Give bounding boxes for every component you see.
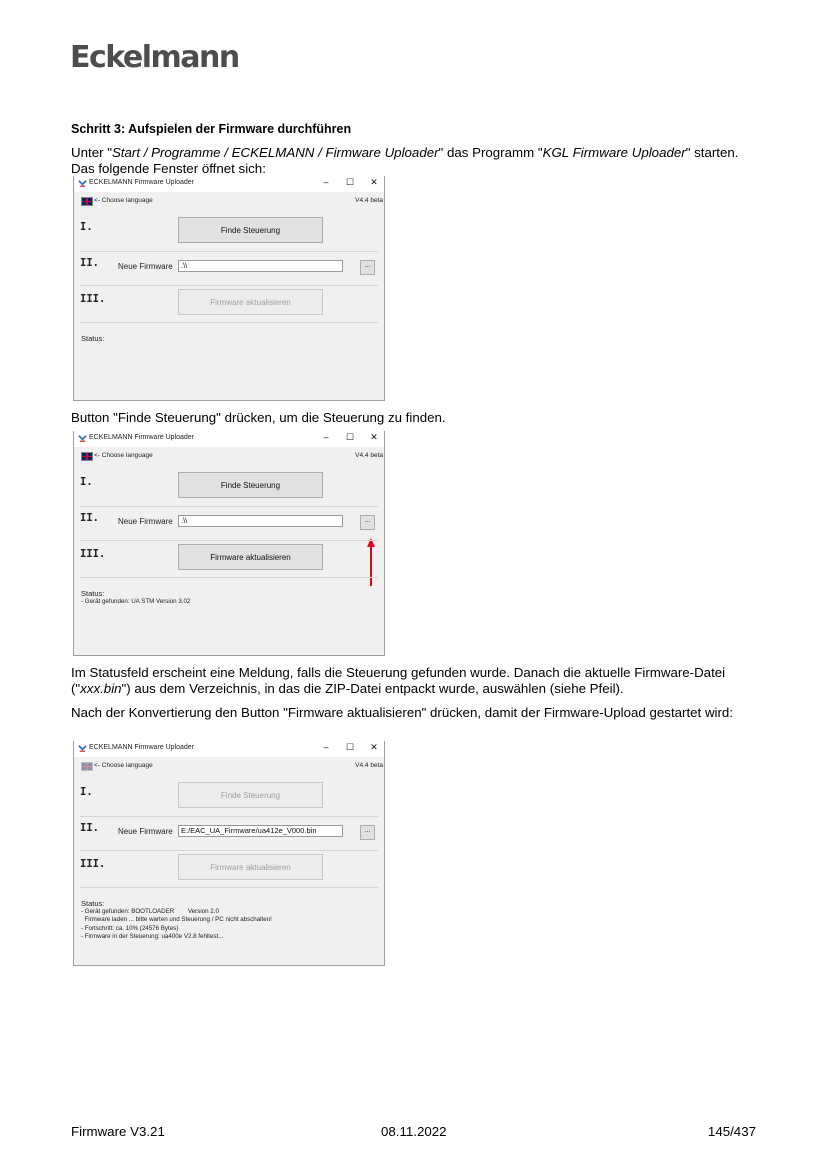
minimize-button[interactable]: –: [323, 432, 329, 442]
app-icon: [78, 744, 87, 753]
title-bar: [74, 431, 384, 447]
footer-firmware-version: Firmware V3.21: [71, 1124, 165, 1139]
close-button[interactable]: ✕: [370, 742, 378, 752]
maximize-button[interactable]: ☐: [345, 742, 355, 752]
maximize-button[interactable]: ☐: [345, 177, 355, 187]
window-title: ECKELMANN Firmware Uploader: [89, 744, 195, 751]
find-controller-button[interactable]: Finde Steuerung: [178, 472, 323, 498]
status-label: Status:: [81, 589, 105, 598]
choose-language-label: <- Choose language: [94, 452, 153, 459]
browse-button[interactable]: ...: [360, 515, 375, 530]
new-firmware-label: Neue Firmware: [118, 262, 173, 271]
firmware-path-input[interactable]: E:/EAC_UA_Firmware/ua412e_V000.bin: [178, 825, 343, 837]
close-button[interactable]: ✕: [370, 432, 378, 442]
update-firmware-button[interactable]: Firmware aktualisieren: [178, 854, 323, 880]
separator: [80, 577, 378, 578]
window-title: ECKELMANN Firmware Uploader: [89, 179, 195, 186]
uploader-window-2: [73, 431, 385, 656]
uploader-window-1: [73, 176, 385, 401]
red-arrow-indicator: [366, 538, 376, 588]
step-1-label: I.: [80, 221, 93, 233]
step-1-label: I.: [80, 786, 93, 798]
status-text-2: ") aus dem Verzeichnis, in das die ZIP-Datei entpackt wurde, auswählen (siehe Pfeil).: [121, 681, 624, 696]
version-label: V4.4 beta: [355, 197, 383, 204]
title-bar: [74, 176, 384, 192]
browse-button[interactable]: ...: [360, 260, 375, 275]
close-button[interactable]: ✕: [370, 177, 378, 187]
step-2-label: II.: [80, 512, 99, 524]
status-label: Status:: [81, 899, 105, 908]
separator: [80, 506, 378, 507]
separator: [80, 322, 378, 323]
uk-flag-icon[interactable]: [81, 452, 93, 461]
eckelmann-logo: Eckelmann: [70, 40, 239, 75]
choose-language-label: <- Choose language: [94, 762, 153, 769]
intro-text-1: Unter ": [71, 145, 112, 160]
title-bar: [74, 741, 384, 757]
find-controller-button[interactable]: Finde Steuerung: [178, 217, 323, 243]
intro-text-3: " starten. Das folgende Fenster öffnet sich:: [71, 145, 739, 176]
step-1-label: I.: [80, 476, 93, 488]
minimize-button[interactable]: –: [323, 177, 329, 187]
separator: [80, 816, 378, 817]
choose-language-label: <- Choose language: [94, 197, 153, 204]
step-3-label: III.: [80, 858, 106, 870]
separator: [80, 285, 378, 286]
footer-page-number: 145/437: [707, 1124, 756, 1139]
intro-program-name: KGL Firmware Uploader: [542, 145, 686, 160]
status-label: Status:: [81, 334, 105, 343]
language-row: [74, 192, 384, 210]
separator: [80, 850, 378, 851]
firmware-path-input[interactable]: .\\: [178, 515, 343, 527]
intro-text-2: " das Programm ": [438, 145, 543, 160]
step-2-label: II.: [80, 822, 99, 834]
separator: [80, 540, 378, 541]
new-firmware-label: Neue Firmware: [118, 517, 173, 526]
step-heading: Schritt 3: Aufspielen der Firmware durchführen: [71, 122, 352, 136]
browse-button[interactable]: ...: [360, 825, 375, 840]
firmware-file-name: xxx.bin: [80, 681, 122, 696]
minimize-button[interactable]: –: [323, 742, 329, 752]
new-firmware-label: Neue Firmware: [118, 827, 173, 836]
separator: [80, 251, 378, 252]
status-messages: - Gerät gefunden: BOOTLOADER Version 2.0 Firmware laden ... bitte warten und Steuerung / PC nicht abschalten! - Fortschritt: ca. 10% (24576 Bytes) - Firmware in der Steuerung: ua400e V2.8 fehltest...: [81, 908, 272, 941]
status-messages: - Gerät gefunden: UA STM Version 3.02: [81, 598, 191, 605]
language-row: [74, 757, 384, 775]
uk-flag-icon[interactable]: [81, 762, 93, 771]
intro-menu-path: Start / Programme / ECKELMANN / Firmware Uploader: [111, 145, 439, 160]
update-firmware-button[interactable]: Firmware aktualisieren: [178, 289, 323, 315]
step-2-label: II.: [80, 257, 99, 269]
find-controller-button[interactable]: Finde Steuerung: [178, 782, 323, 808]
app-icon: [78, 434, 87, 443]
update-firmware-button[interactable]: Firmware aktualisieren: [178, 544, 323, 570]
footer-date: 08.11.2022: [381, 1124, 447, 1139]
find-button-paragraph: Button "Finde Steuerung" drücken, um die Steuerung zu finden.: [71, 410, 446, 425]
uploader-window-3: [73, 741, 385, 966]
language-row: [74, 447, 384, 465]
app-icon: [78, 179, 87, 188]
status-paragraph: [71, 665, 761, 697]
step-3-label: III.: [80, 293, 106, 305]
convert-paragraph: Nach der Konvertierung den Button "Firmware aktualisieren" drücken, damit der Firmware-Upload gestartet wird:: [71, 705, 734, 720]
version-label: V4.4 beta: [355, 762, 383, 769]
separator: [80, 887, 378, 888]
step-3-label: III.: [80, 548, 106, 560]
maximize-button[interactable]: ☐: [345, 432, 355, 442]
uk-flag-icon[interactable]: [81, 197, 93, 206]
version-label: V4.4 beta: [355, 452, 383, 459]
intro-paragraph: [71, 145, 761, 177]
status-text-1: Im Statusfeld erscheint eine Meldung, falls die Steuerung gefunden wurde. Danach die aktuelle Firmware-Datei (": [71, 665, 726, 696]
firmware-path-input[interactable]: .\\: [178, 260, 343, 272]
window-title: ECKELMANN Firmware Uploader: [89, 434, 195, 441]
